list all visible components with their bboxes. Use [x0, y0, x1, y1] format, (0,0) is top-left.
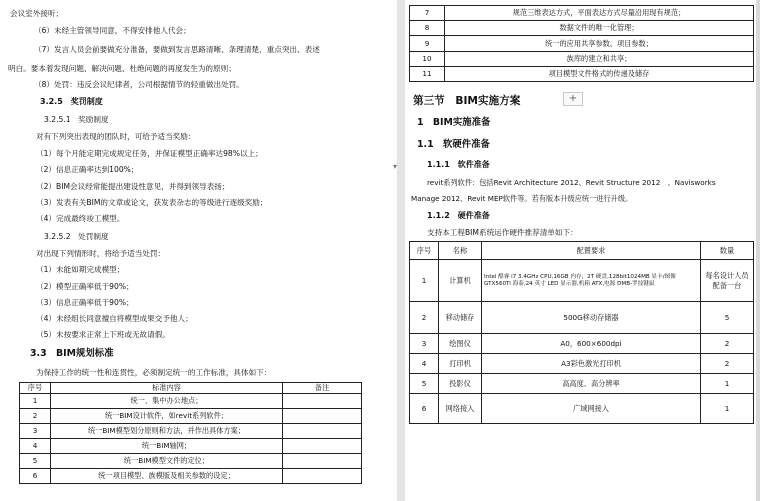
text-line: （8）处罚：违反会议纪律者，公司根据情节的轻重做出处罚。	[34, 80, 244, 89]
table-row	[20, 394, 362, 409]
table-row	[20, 424, 362, 439]
table-header-row	[410, 242, 754, 260]
table-header-row	[20, 383, 362, 394]
table-cell: 9	[410, 36, 445, 52]
table-cell: 4	[20, 439, 51, 454]
table-cell: 项目模型文件格式的传递及储存	[445, 67, 754, 82]
section-title: 第三节 BIM实施方案	[413, 95, 521, 107]
text-line: （5）未按要求正常上下班或无故请假。	[36, 330, 170, 339]
table-cell: 统一、集中办公地点；	[51, 394, 283, 409]
table-cell	[283, 424, 362, 439]
table-cell: 5	[701, 302, 754, 334]
table-cell: 统一BIM设计软件，如revit系列软件；	[51, 409, 283, 424]
table-cell	[283, 409, 362, 424]
table-cell: 1	[701, 394, 754, 424]
hardware-table	[409, 241, 754, 424]
table-cell: 投影仪	[439, 374, 482, 394]
text-line: 明白。要本着发现问题、解决问题、杜绝问题的再度发生为的原则；	[8, 64, 236, 73]
table-cell: 高高度、高分辨率	[482, 374, 701, 394]
text-line: （6）未经主管领导同意，不得安排他人代会；	[34, 26, 191, 35]
heading-software: 1.1.1 软件准备	[427, 160, 490, 169]
table-cell	[283, 394, 362, 409]
table-cell: 1	[20, 394, 51, 409]
table-cell: 数据文件的唯一化管理；	[445, 21, 754, 36]
table-header: 名称	[439, 242, 482, 260]
text-line: （7）发言人员会前要做充分准备，要做到发言思路清晰、条理清楚、重点突出、表述	[34, 45, 320, 54]
table-row	[20, 409, 362, 424]
table-header: 配置要求	[482, 242, 701, 260]
table-cell: 5	[20, 454, 51, 469]
table-cell: 3	[410, 334, 439, 354]
table-cell: 统一BIM模型文件的定位；	[51, 454, 283, 469]
table-cell: 6	[410, 394, 439, 424]
text-line: （2）BIM会议经常能提出建设性意见，并得到领导表扬；	[36, 182, 230, 191]
table-cell: 族库的建立和共享；	[445, 52, 754, 67]
heading-bim-prep: 1 BIM实施准备	[417, 117, 491, 128]
table-cell: 2	[410, 302, 439, 334]
table-row	[410, 260, 754, 302]
software-text: revit系列软件：包括Revit Architecture 2012、Revit Structure 2012 、Navisworks	[427, 178, 716, 187]
table-header: 序号	[410, 242, 439, 260]
table-cell: 1	[701, 374, 754, 394]
hardware-intro: 支持本工程BIM系统运作硬件推荐清单如下：	[427, 228, 578, 237]
table-row	[410, 394, 754, 424]
table-cell: 统一的应用共享参数、项目参数；	[445, 36, 754, 52]
table-row	[20, 439, 362, 454]
table-cell: 2	[701, 334, 754, 354]
table-cell	[283, 454, 362, 469]
table-cell: 5	[410, 374, 439, 394]
text-line: （1）未能如期完成模型；	[36, 265, 125, 274]
heading-reward: 3.2.5.1 奖励制度	[44, 115, 109, 124]
table-cell: A0，600×600dpi	[482, 334, 701, 354]
table-row	[20, 469, 362, 484]
table-cell: 500G移动存储器	[482, 302, 701, 334]
right-document-page	[405, 0, 760, 501]
table-cell: 2	[20, 409, 51, 424]
standards-table	[19, 382, 362, 484]
table-cell: 规范三维表达方式，平面表达方式尽量沿用现有规范；	[445, 6, 754, 21]
table-cell: 计算机	[439, 260, 482, 302]
table-header: 序号	[20, 383, 51, 394]
table-cell: 统一项目模型、族模版及相关参数的设定；	[51, 469, 283, 484]
table-row	[410, 52, 754, 67]
text-line: 为保持工作的统一性和连贯性，必须制定统一的工作标准，具体如下：	[36, 368, 272, 377]
table-cell: 统一BIM轴网；	[51, 439, 283, 454]
table-row	[410, 36, 754, 52]
heading-reward-penalty: 3.2.5 奖罚制度	[40, 97, 103, 106]
table-cell: 2	[701, 354, 754, 374]
table-cell: 统一BIM模型划分原则和方法，并作出具体方案；	[51, 424, 283, 439]
table-cell: 网络接入	[439, 394, 482, 424]
table-cell	[283, 469, 362, 484]
table-cell: 7	[410, 6, 445, 21]
table-cell: 3	[20, 424, 51, 439]
table-header: 标准内容	[51, 383, 283, 394]
table-cell	[283, 439, 362, 454]
table-row	[410, 374, 754, 394]
text-line: （1）每个月能定期完成规定任务，并保证模型正确率达98%以上；	[36, 149, 263, 158]
table-row	[410, 21, 754, 36]
add-icon[interactable]: +	[563, 92, 583, 106]
heading-hardware: 1.1.2 硬件准备	[427, 211, 490, 220]
standards-table-continued	[409, 5, 754, 82]
table-cell: 打印机	[439, 354, 482, 374]
text-line: （3）信息正确率低于90%；	[36, 298, 134, 307]
text-line: （2）模型正确率低于90%；	[36, 282, 134, 291]
table-cell: 每名设计人员配备一台	[701, 260, 754, 302]
table-cell: 6	[20, 469, 51, 484]
table-cell: 4	[410, 354, 439, 374]
table-header: 数量	[701, 242, 754, 260]
page-gap	[397, 0, 405, 501]
table-cell: 10	[410, 52, 445, 67]
table-cell: 1	[410, 260, 439, 302]
text-line: 对出现下列情形时，将给予适当处罚：	[36, 249, 166, 258]
heading-penalty: 3.2.5.2 处罚制度	[44, 232, 109, 241]
table-row	[410, 302, 754, 334]
table-cell: Intel 酷睿 i7 3.4GHz CPU,16GB 内存，2T 硬盘,128bit1024MB 显卡/图像 GTX560Ti 海泰,24 英寸 LED 显示器,机箱 ATX,电源 DMB-罗技键鼠	[482, 260, 701, 302]
text-line: （4）未经组长同意擅自将模型成果交予他人；	[36, 314, 193, 323]
text-line: （2）信息正确率达到100%；	[36, 165, 139, 174]
heading-soft-hard: 1.1 软硬件准备	[417, 139, 490, 150]
text-line: （4）完成最终竣工模型。	[36, 214, 125, 223]
collapse-triangle-icon[interactable]: ▾	[393, 162, 398, 171]
table-cell: 广域网接入	[482, 394, 701, 424]
table-row	[410, 67, 754, 82]
table-cell: 11	[410, 67, 445, 82]
text-line: 对有下列突出表现的团队时，可给予适当奖励：	[36, 132, 196, 141]
text-line: （3）发表有关BIM的文章或论文，获发表杂志的等级进行逐级奖励；	[36, 198, 268, 207]
heading-bim-standard: 3.3 BIM规划标准	[30, 348, 114, 359]
text-line: 会议室外接听；	[10, 9, 64, 18]
table-cell: 绘图仪	[439, 334, 482, 354]
table-cell: A3彩色激光打印机	[482, 354, 701, 374]
table-row	[410, 354, 754, 374]
table-row	[20, 454, 362, 469]
table-cell: 8	[410, 21, 445, 36]
table-row	[410, 6, 754, 21]
scrollbar[interactable]	[756, 0, 760, 501]
table-row	[410, 334, 754, 354]
table-cell: 移动储存	[439, 302, 482, 334]
table-header: 备注	[283, 383, 362, 394]
software-text: Manage 2012、Revit MEP软件等。若有版本升级应统一进行升级。	[411, 194, 633, 203]
